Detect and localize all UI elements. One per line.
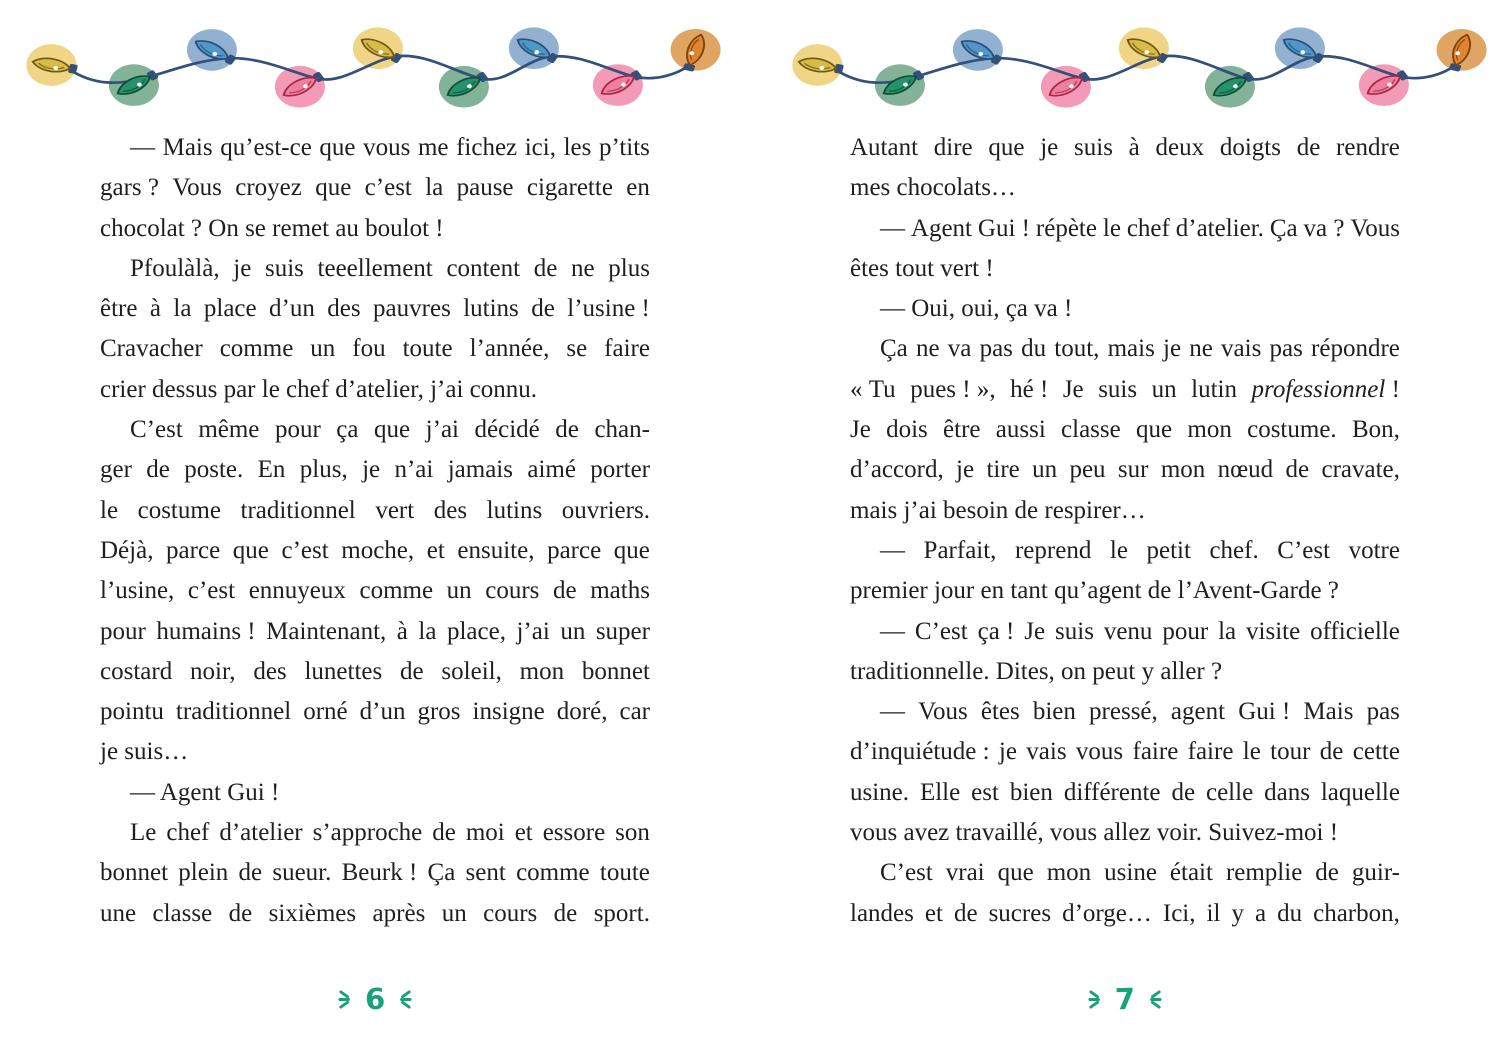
text-line: le costume traditionnel vert des lutins ouvriers. (100, 496, 650, 524)
text-line: C’est vrai que mon usine était remplie de guir- (880, 859, 1400, 887)
string-lights-garland-icon (794, 30, 1478, 110)
text-line: Pfoulàlà, je suis teeellement content de ne plus (130, 254, 650, 282)
folio-number: 7 (1114, 981, 1136, 1016)
sparkle-right-icon (1143, 985, 1162, 1014)
sparkle-left-icon (338, 985, 357, 1014)
string-lights-garland-icon (28, 30, 712, 110)
folio-number: 6 (364, 981, 386, 1016)
text-line: landes et de sucres d’orge… Ici, il y a du charbon, (850, 899, 1400, 927)
text-line: êtes tout vert ! (850, 254, 994, 282)
text-line: Ça ne va pas du tout, mais je ne vais pas répondre (880, 335, 1400, 363)
text-line: mes chocolats… (850, 174, 1016, 202)
text-line: C’est même pour ça que j’ai décidé de chan- (130, 416, 650, 444)
text-line: costard noir, des lunettes de soleil, mon bonnet (100, 657, 650, 685)
text-line: Le chef d’atelier s’approche de moi et essore son (130, 819, 650, 847)
text-line: d’accord, je tire un peu sur mon nœud de cravate, (850, 456, 1400, 484)
text-line: mais j’ai besoin de respirer… (850, 496, 1146, 524)
text-line: crier dessus par le chef d’atelier, j’ai connu. (100, 375, 537, 403)
text-line: — Vous êtes bien pressé, agent Gui ! Mais pas (880, 698, 1400, 726)
text-line: « Tu pues ! », hé ! Je suis un lutin professionnel ! (850, 375, 1400, 403)
text-line: ger de poste. En plus, je n’ai jamais aimé porter (100, 456, 650, 484)
text-line: — Mais qu’est-ce que vous me fichez ici, les p’tits (130, 134, 650, 161)
text-line: — Oui, oui, ça va ! (880, 295, 1073, 323)
page-number-right (750, 982, 1500, 1016)
text-line: usine. Elle est bien différente de celle dans laquelle (850, 778, 1400, 806)
page-text-left (100, 128, 650, 934)
text-line: — C’est ça ! Je suis venu pour la visite officielle (880, 617, 1400, 645)
sparkle-left-icon (1088, 985, 1107, 1014)
text-line: pour humains ! Maintenant, à la place, j’ai un super (100, 617, 650, 645)
text-line: Déjà, parce que c’est moche, et ensuite, parce que (100, 536, 650, 564)
text-line: traditionnelle. Dites, on peut y aller ? (850, 657, 1223, 685)
text-line: une classe de sixièmes après un cours de sport. (100, 899, 650, 927)
text-line: — Agent Gui ! répète le chef d’atelier. Ça va ? Vous (880, 214, 1400, 242)
text-line: vous avez travaillé, vous allez voir. Suivez-moi ! (850, 819, 1339, 847)
text-line: Cravacher comme un fou toute l’année, se faire (100, 335, 650, 363)
text-line: — Parfait, reprend le petit chef. C’est votre (880, 536, 1400, 564)
text-line: Je dois être aussi classe que mon costume. Bon, (850, 416, 1400, 444)
text-line: l’usine, c’est ennuyeux comme un cours de maths (100, 577, 650, 605)
text-line: Autant dire que je suis à deux doigts de rendre (850, 134, 1400, 161)
book-page-right (750, 0, 1500, 1050)
text-line: gars ? Vous croyez que c’est la pause cigarette en (100, 174, 650, 202)
text-line: premier jour en tant qu’agent de l’Avent-Garde ? (850, 577, 1339, 605)
sparkle-right-icon (393, 985, 412, 1014)
text-line: chocolat ? On se remet au boulot ! (100, 214, 444, 242)
text-line: pointu traditionnel orné d’un gros insigne doré, car (100, 698, 650, 726)
text-line: être à la place d’un des pauvres lutins de l’usine ! (100, 295, 650, 323)
text-line: je suis… (100, 738, 189, 766)
text-line: bonnet plein de sueur. Beurk ! Ça sent comme toute (100, 859, 650, 887)
page-text-right (850, 128, 1400, 934)
page-number-left (0, 982, 750, 1016)
text-line: — Agent Gui ! (130, 778, 280, 806)
text-line: d’inquiétude : je vais vous faire faire le tour de cette (850, 738, 1400, 766)
